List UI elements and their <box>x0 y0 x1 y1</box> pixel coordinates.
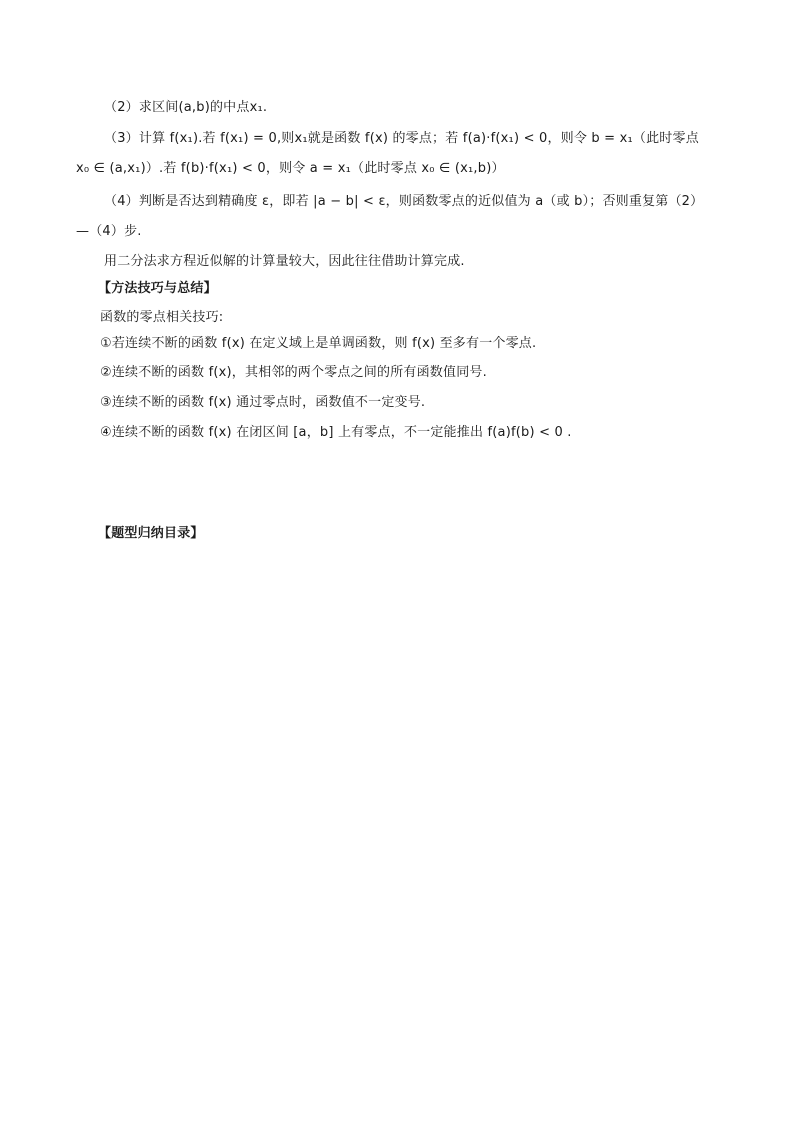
tip-1: ①若连续不断的函数 f(x) 在定义域上是单调函数，则 f(x) 至多有一个零点. <box>100 336 537 351</box>
step-3-line-1: （3）计算 f(x₁).若 f(x₁) = 0,则x₁就是函数 f(x) 的零点；若 f(a)·f(x₁) < 0，则令 b = x₁（此时零点 <box>104 131 699 146</box>
step-4-line-2: —（4）步. <box>76 224 142 239</box>
catalog-heading: 【题型归纳目录】 <box>98 526 204 541</box>
methods-heading: 【方法技巧与总结】 <box>98 281 217 296</box>
step-3-line-2: x₀ ∈ (a,x₁)）.若 f(b)·f(x₁) < 0，则令 a = x₁（此时零点 x₀ ∈ (x₁,b)） <box>76 161 505 176</box>
step-4-line-1: （4）判断是否达到精确度 ε，即若 |a − b| < ε，则函数零点的近似值为 a（或 b）；否则重复第（2） <box>104 194 704 209</box>
bisection-note: 用二分法求方程近似解的计算量较大，因此往往借助计算完成. <box>104 254 465 269</box>
step-2-line: （2）求区间(a,b)的中点x₁. <box>104 100 268 115</box>
tip-2: ②连续不断的函数 f(x)，其相邻的两个零点之间的所有函数值同号. <box>100 365 487 380</box>
tip-3: ③连续不断的函数 f(x) 通过零点时，函数值不一定变号. <box>100 395 426 410</box>
methods-intro: 函数的零点相关技巧: <box>100 310 224 325</box>
tip-4: ④连续不断的函数 f(x) 在闭区间 [a，b] 上有零点，不一定能推出 f(a)f(b) < 0 . <box>100 425 572 440</box>
